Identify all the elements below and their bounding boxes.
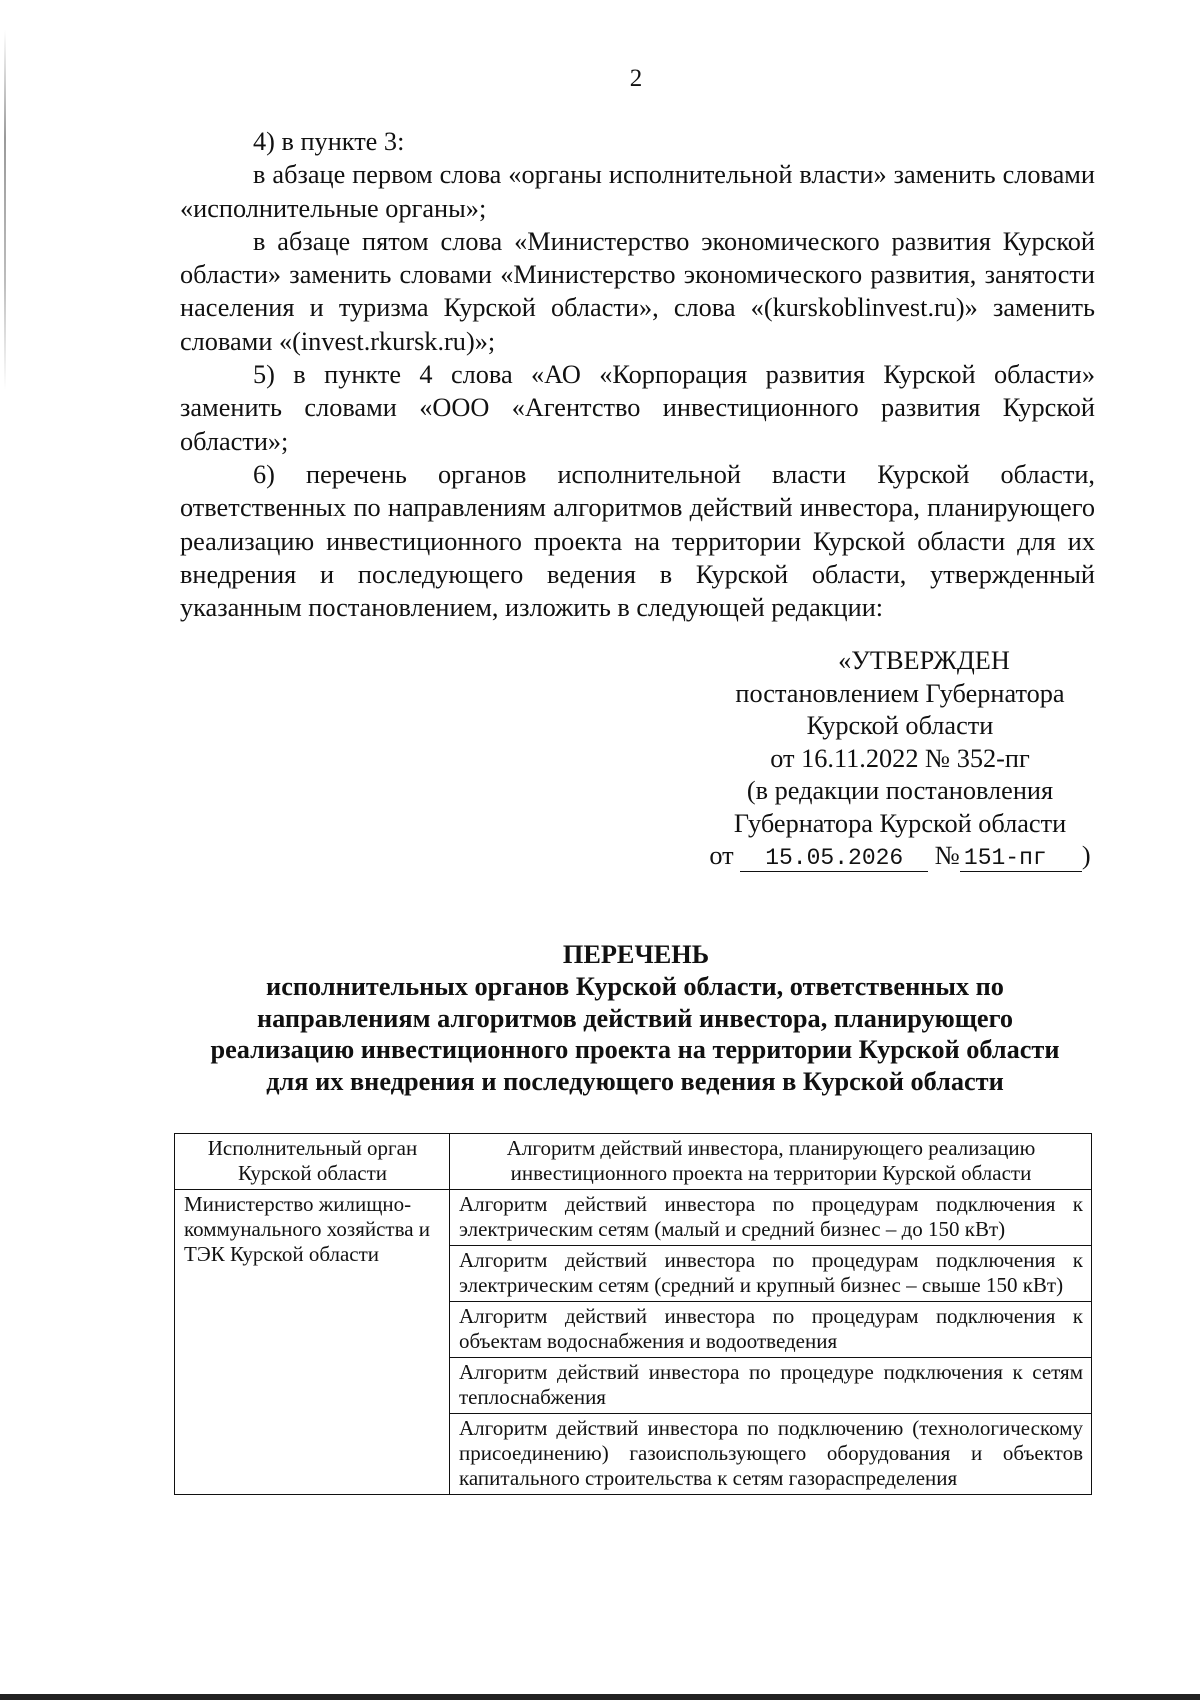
table-row — [175, 1190, 1092, 1246]
table-header-row — [175, 1134, 1092, 1190]
algorithm-cell: Алгоритм действий инвестора по процедуре подключения к сетям теплоснабжения — [450, 1358, 1092, 1414]
paragraph-item-5: 5) в пункте 4 слова «АО «Корпорация развития Курской области» заменить словами «ООО «Агентство инвестиционного развития Курской области»; — [180, 360, 1095, 456]
approval-date: 15.05.2026 — [740, 845, 928, 872]
paragraph-item-6: 6) перечень органов исполнительной власти Курской области, ответственных по направлениям алгоритмов действий инвестора, планирующего реализацию инвестиционного проекта на территории Курской области для их внедрения и последующего ведения в Курской области, утвержденный указанным постановлением, изложить в следующей редакции: — [180, 459, 1095, 623]
algorithm-cell: Алгоритм действий инвестора по процедурам подключения к объектам водоснабжения и водоотведения — [450, 1302, 1092, 1358]
approval-stamp-block — [660, 645, 1140, 873]
organ-cell: Министерство жилищно-коммунального хозяйства и ТЭК Курской области — [175, 1190, 450, 1495]
approval-line: от 16.11.2022 № 352-пг — [770, 743, 1030, 773]
page-number: 2 — [629, 65, 643, 92]
approval-line: (в редакции постановления — [746, 776, 1054, 805]
list-subtitle: исполнительных органов Курской области, ответственных по направлениям алгоритмов действий инвестора, планирующего реализацию инвестиционного проекта на территории Курской области для их внедрения и последующего ведения в Курской области — [210, 972, 1060, 1096]
approval-line: постановлением Губернатора — [735, 678, 1065, 708]
number-prefix: № — [934, 841, 960, 870]
paragraph-first-abzac: в абзаце первом слова «органы исполнительной власти» заменить словами «исполнительные органы»; — [180, 160, 1095, 223]
date-prefix: от — [709, 841, 734, 870]
list-title: ПЕРЕЧЕНЬ — [562, 940, 710, 969]
header-algorithm: Алгоритм действий инвестора, планирующего реализацию инвестиционного проекта на территории Курской области — [450, 1134, 1092, 1190]
algorithm-cell: Алгоритм действий инвестора по процедурам подключения к электрическим сетям (средний и крупный бизнес – свыше 150 кВт) — [450, 1246, 1092, 1302]
approval-date-line — [660, 840, 1140, 873]
algorithm-cell: Алгоритм действий инвестора по подключению (технологическому присоединению) газоиспользующего оборудования и объектов капитального строительства к сетям газораспределения — [450, 1414, 1092, 1495]
approval-heading: «УТВЕРЖДЕН — [838, 646, 1010, 675]
paragraph-fifth-abzac: в абзаце пятом слова «Министерство экономического развития Курской области» заменить словами «Министерство экономического развития, занятости населения и туризма Курской области», слова «(kurskoblinvest.ru)» заменить словами «(invest.rkursk.ru)»; — [180, 226, 1095, 356]
approval-number: 151-пг — [960, 845, 1082, 872]
approval-line: Курской области — [806, 711, 994, 740]
closing-bracket: ) — [1081, 841, 1091, 870]
scan-bottom-edge — [0, 1694, 1200, 1700]
approval-line: Губернатора Курской области — [733, 808, 1067, 838]
responsibility-table — [174, 1133, 1092, 1495]
algorithm-cell: Алгоритм действий инвестора по процедурам подключения к электрическим сетям (малый и средний бизнес – до 150 кВт) — [450, 1190, 1092, 1246]
header-organ: Исполнительный орган Курской области — [175, 1134, 450, 1190]
paragraph-item-4: 4) в пункте 3: — [253, 127, 405, 156]
amendment-text — [180, 125, 1095, 624]
